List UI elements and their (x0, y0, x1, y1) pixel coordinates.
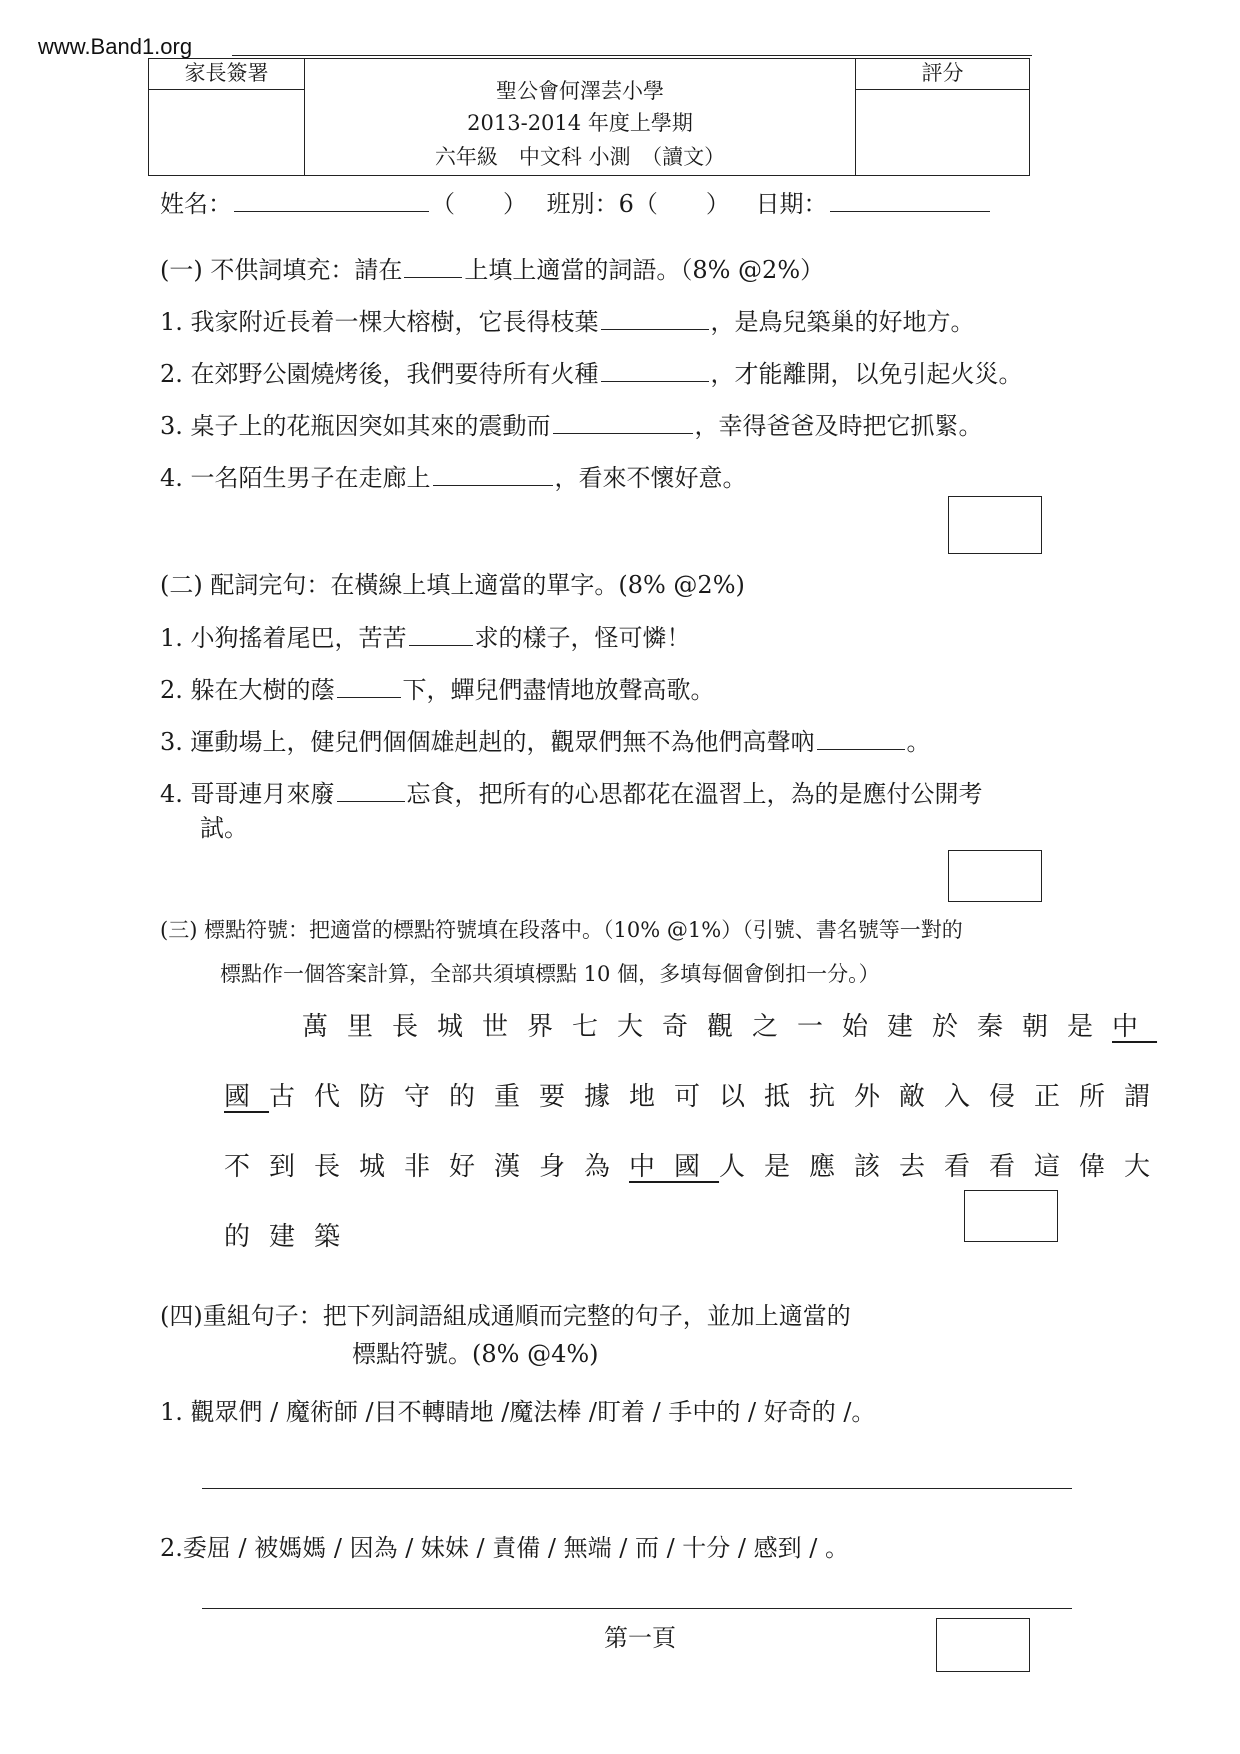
s1-item4-text-b: ，看來不懷好意。 (554, 464, 747, 492)
school-name: 聖公會何澤芸小學 (496, 79, 664, 103)
s3-line1-text: 萬里長城世界七大奇觀之一始建於秦朝是 (302, 1012, 1113, 1042)
section1-title (160, 250, 824, 285)
parent-sign-label: 家長簽署 (149, 59, 304, 90)
header-table (148, 58, 1030, 176)
s3-line3-text-b: 人是應該去看看這偉大 (719, 1152, 1170, 1182)
class-label: 班別：6（ ） (546, 190, 730, 218)
section4-answer-line-2[interactable] (202, 1608, 1072, 1609)
top-rule (232, 55, 1032, 56)
section1-item-2 (160, 354, 1023, 389)
s2-item2-text-a: 2. 躲在大樹的蔭 (160, 676, 335, 704)
s2-item3-text-b: 。 (906, 728, 931, 756)
section4-item-2: 2.委屈 / 被媽媽 / 因為 / 妹妹 / 責備 / 無端 / 而 / 十分 / 感到 / 。 (160, 1534, 849, 1562)
s2-item4-text-b: 忘食，把所有的心思都花在溫習上，為的是應付公開考 (406, 780, 983, 808)
s2-item2-text-b: 下，蟬兒們盡情地放聲高歌。 (402, 676, 715, 704)
s3-line2-text: 古代防守的重要據地可以抵抗外敵入侵正所謂 (269, 1082, 1170, 1112)
s3-line3-text-a: 不到長城非好漢身為 (224, 1152, 630, 1182)
s3-line1-underlined: 中 (1112, 1012, 1158, 1042)
s1-item3-text-b: ，幸得爸爸及時把它抓緊。 (694, 412, 983, 440)
s2-item4-text-a: 4. 哥哥連月來廢 (160, 780, 335, 808)
section4-title: (四)重組句子：把下列詞語組成通順而完整的句子，並加上適當的 (160, 1302, 851, 1330)
score-label: 評分 (856, 59, 1029, 90)
section2-score-box[interactable] (948, 850, 1042, 902)
s2-item3-text-a: 3. 運動場上，健兒們個個雄赳赳的，觀眾們無不為他們高聲吶 (160, 728, 815, 756)
section3-paragraph-line1 (302, 1006, 1157, 1043)
section2-item-1 (160, 618, 691, 653)
s2-item2-blank[interactable] (337, 696, 401, 698)
section2-item-4 (160, 774, 983, 809)
section3-title-cont: 標點作一個答案計算，全部共須填標點 10 個，多填每個會倒扣一分。） (220, 962, 880, 986)
section3-paragraph-line3 (224, 1146, 1169, 1183)
s1-item2-text-b: ，才能離開，以免引起火災。 (710, 360, 1023, 388)
name-label: 姓名： (160, 190, 232, 218)
score-cell (856, 59, 1029, 175)
s1-item3-blank[interactable] (553, 432, 693, 434)
section2-item-2 (160, 670, 715, 705)
section1-title-a: (一) 不供詞填充：請在 (160, 256, 403, 284)
s3-line2-underlined: 國 (224, 1082, 270, 1112)
section2-item-4-cont: 試。 (200, 814, 248, 842)
s2-item1-text-b: 求的樣子，怪可憐！ (474, 624, 691, 652)
s3-line3-underlined: 中國 (629, 1152, 720, 1182)
date-label: 日期： (755, 190, 828, 218)
subject-label: 六年級 中文科 小測 （讀文） (434, 145, 726, 169)
section4-title-cont: 標點符號。(8% @4%) (352, 1340, 599, 1368)
parent-sign-cell (149, 59, 305, 175)
section1-title-blank (404, 276, 462, 278)
section1-item-3 (160, 406, 983, 441)
section1-item-1 (160, 302, 975, 337)
student-info-row (160, 184, 992, 219)
date-blank[interactable] (830, 210, 990, 212)
section2-title: (二) 配詞完句：在橫線上填上適當的單字。(8% @2%) (160, 571, 745, 599)
s1-item4-text-a: 4. 一名陌生男子在走廊上 (160, 464, 431, 492)
section1-title-b: 上填上適當的詞語。（8% @2%） (464, 256, 825, 284)
s1-item2-text-a: 2. 在郊野公園燒烤後，我們要待所有火種 (160, 360, 599, 388)
s1-item3-text-a: 3. 桌子上的花瓶因突如其來的震動而 (160, 412, 551, 440)
s2-item1-text-a: 1. 小狗搖着尾巴，苦苦 (160, 624, 407, 652)
s2-item4-blank[interactable] (337, 800, 405, 802)
section2-item-3 (160, 722, 931, 757)
s1-item1-text-b: ，是鳥兒築巢的好地方。 (710, 308, 975, 336)
section4-answer-line-1[interactable] (202, 1488, 1072, 1489)
section4-score-box[interactable] (936, 1618, 1030, 1672)
page-number: 第一頁 (604, 1624, 676, 1652)
section1-item-4 (160, 458, 747, 493)
term-label: 2013-2014 年度上學期 (467, 111, 693, 135)
section3-paragraph-line4: 的建築 (224, 1222, 360, 1252)
section1-score-box[interactable] (948, 496, 1042, 554)
name-blank[interactable] (234, 210, 429, 212)
section3-paragraph-line2 (224, 1076, 1169, 1113)
watermark-text: www.Band1.org (38, 34, 193, 59)
school-info-cell (305, 59, 856, 175)
s1-item4-blank[interactable] (433, 484, 553, 486)
s2-item3-blank[interactable] (817, 748, 905, 750)
section3-score-box[interactable] (964, 1190, 1058, 1242)
section3-title: (三) 標點符號：把適當的標點符號填在段落中。（10% @1%）（引號、書名號等一對的 (160, 918, 963, 942)
s1-item1-text-a: 1. 我家附近長着一棵大榕樹，它長得枝葉 (160, 308, 599, 336)
section4-item-1: 1. 觀眾們 / 魔術師 /目不轉睛地 /魔法棒 /盯着 / 手中的 / 好奇的 /。 (160, 1398, 876, 1426)
s2-item1-blank[interactable] (409, 644, 473, 646)
class-number-parens: （ ） (431, 190, 527, 218)
s1-item1-blank[interactable] (601, 328, 709, 330)
s1-item2-blank[interactable] (601, 380, 709, 382)
